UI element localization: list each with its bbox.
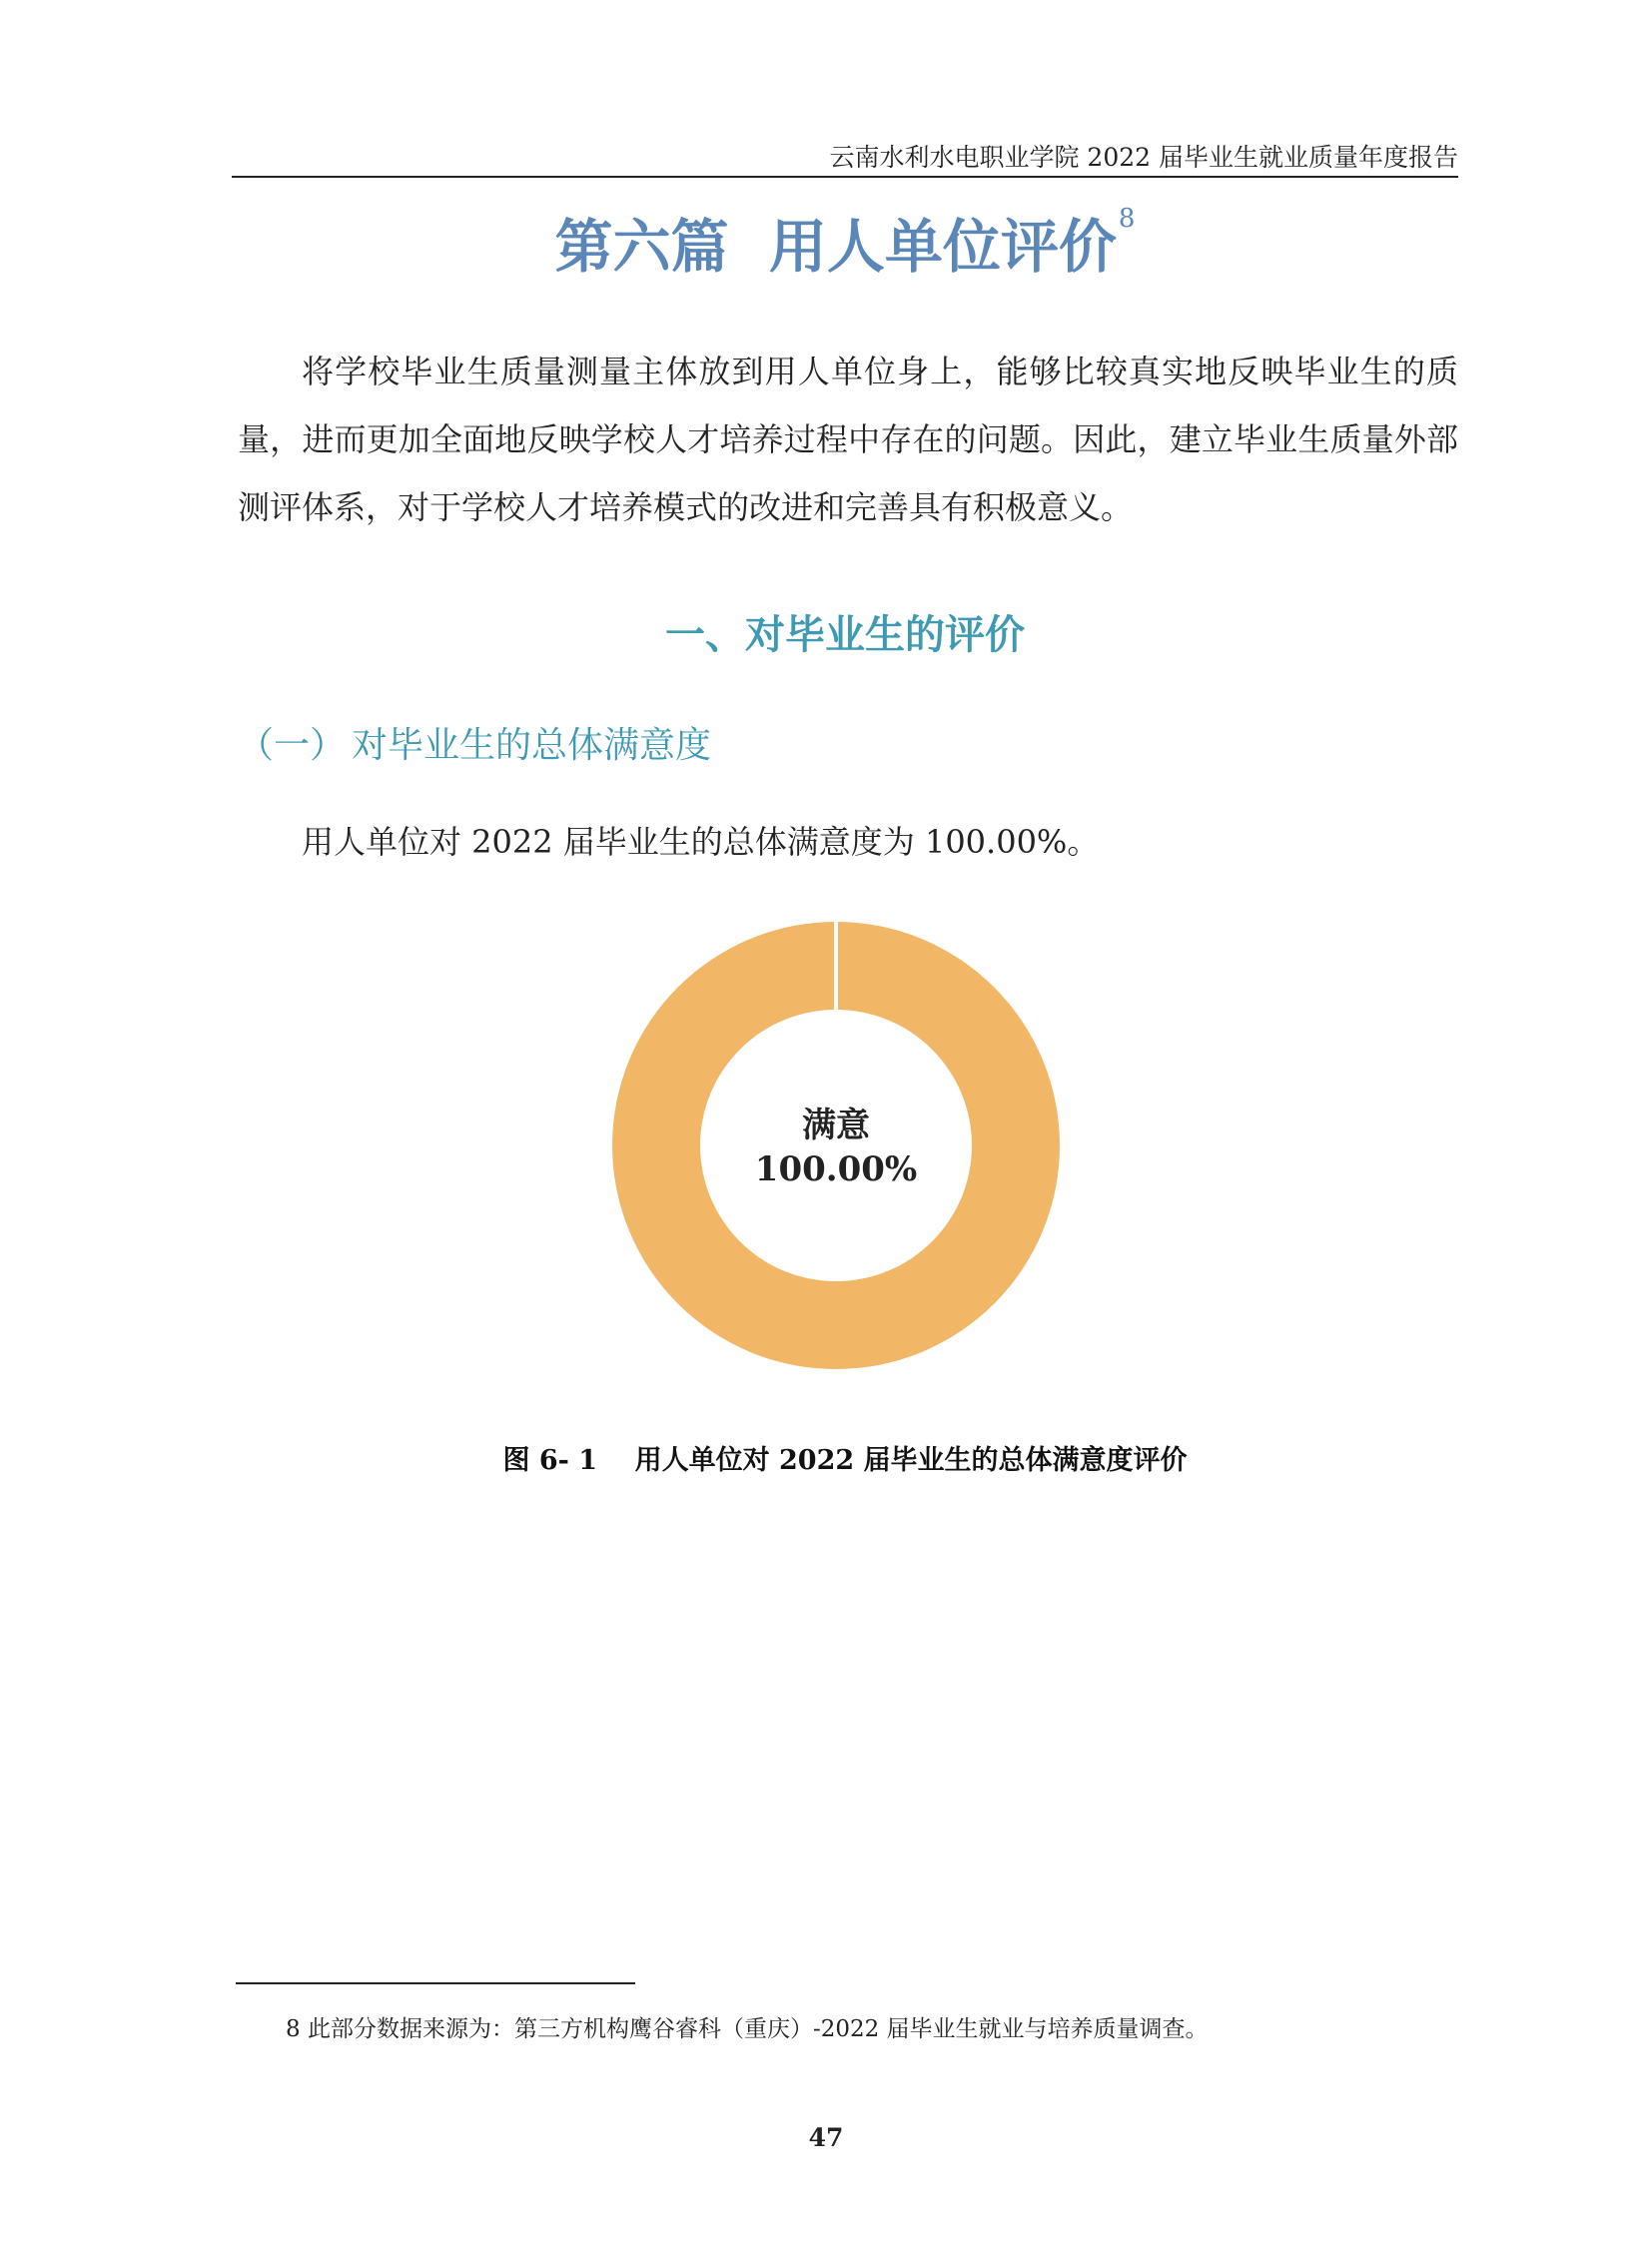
footnote: 8 此部分数据来源为：第三方机构鹰谷睿科（重庆）-2022 届毕业生就业与培养质量调查。	[286, 2016, 1209, 2042]
donut-chart-svg	[609, 919, 1063, 1372]
footnote-divider	[236, 1982, 635, 1984]
subsection-number: （一）	[238, 725, 347, 766]
donut-hole	[700, 1010, 972, 1281]
donut-center-label: 满意	[802, 1106, 870, 1145]
header-divider	[232, 176, 1458, 178]
footnote-reference[interactable]: 8	[1118, 204, 1136, 234]
page-number: 47	[808, 2123, 844, 2152]
donut-center-value: 100.00%	[754, 1149, 918, 1189]
section-title: 一、对毕业生的评价	[665, 612, 1025, 658]
intro-paragraph: 将学校毕业生质量测量主体放到用人单位身上，能够比较真实地反映毕业生的质量，进而更加全面地反映学校人才培养过程中存在的问题。因此，建立毕业生质量外部测评体系，对于学校人才培养模式的改进和完善具有积极意义。	[238, 353, 1458, 526]
running-header: 云南水利水电职业学院 2022 届毕业生就业质量年度报告	[829, 143, 1458, 172]
chapter-title	[232, 200, 1458, 284]
subsection-title	[238, 717, 711, 768]
subsection-title-text: 对毕业生的总体满意度	[352, 725, 712, 766]
lead-sentence: 用人单位对 2022 届毕业生的总体满意度为 100.00%。	[302, 823, 1100, 861]
figure-caption: 图 6- 1 用人单位对 2022 届毕业生的总体满意度评价	[502, 1445, 1188, 1476]
satisfaction-donut-chart	[609, 919, 1063, 1372]
chapter-title-text: 第六篇 用人单位评价	[554, 213, 1117, 281]
